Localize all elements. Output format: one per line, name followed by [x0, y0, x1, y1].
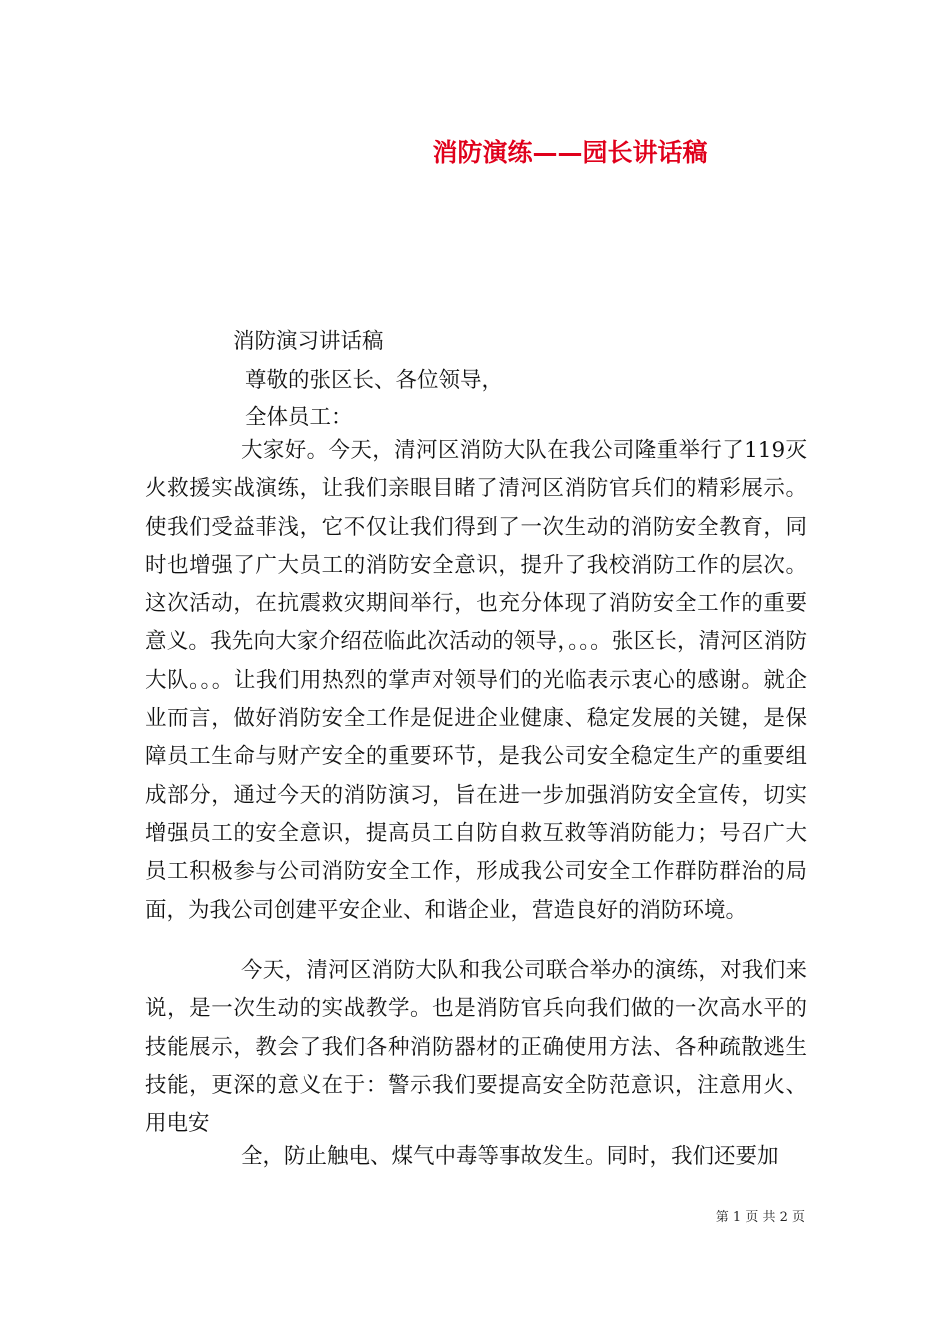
body-paragraph-2: 今天，清河区消防大队和我公司联合举办的演练，对我们来说，是一次生动的实战教学。也是消防官兵向我们做的一次高水平的技能展示，教会了我们各种消防器材的正确使用方法、各种疏散逃生技能，更深的意义在于：警示我们要提高安全防范意识，注意用火、用电安 — [145, 958, 807, 1137]
document-subtitle: 消防演习讲话稿 — [233, 329, 384, 354]
document-title: 消防演练——园长讲话稿 — [432, 138, 708, 167]
page-footer: 第 1 页 共 2 页 — [715, 1210, 805, 1225]
paragraph-1-text: 大家好。今天，清河区消防大队在我公司隆重举行了119灭火救援实战演练，让我们亲眼目睹了清河区消防官兵们的精彩展示。使我们受益菲浅，它不仅让我们得到了一次生动的消防安全教育，同时也增强了广大员工的消防安全意识，提升了我校消防工作的层次。这次活动，在抗震救灾期间举行，也充分体现了消防安全工作的重要意义。我先向大家介绍莅临此次活动的领导，。。。张区长，清河区消防大队。。。让我们用热烈的掌声对领导们的光临表示衷心的感谢。就企业而言，做好消防安全工作是促进企业健康、稳定发展的关键，是保障员工生命与财产安全的重要环节，是我公司安全稳定生产的重要组成部分，通过今天的消防演习，旨在进一步加强消防安全宣传，切实增强员工的安全意识，提高员工自防自救互救等消防能力；号召广大员工积极参与公司消防安全工作，形成我公司安全工作群防群治的局面，为我公司创建平安企业、和谐企业，营造良好的消防环境。 — [145, 438, 807, 923]
body-paragraph-1 — [145, 432, 807, 930]
salutation-staff: 全体员工： — [245, 405, 353, 430]
body-paragraph-3: 全，防止触电、煤气中毒等事故发生。同时，我们还要加 — [241, 1144, 779, 1169]
salutation-leaders: 尊敬的张区长、各位领导， — [245, 368, 504, 393]
